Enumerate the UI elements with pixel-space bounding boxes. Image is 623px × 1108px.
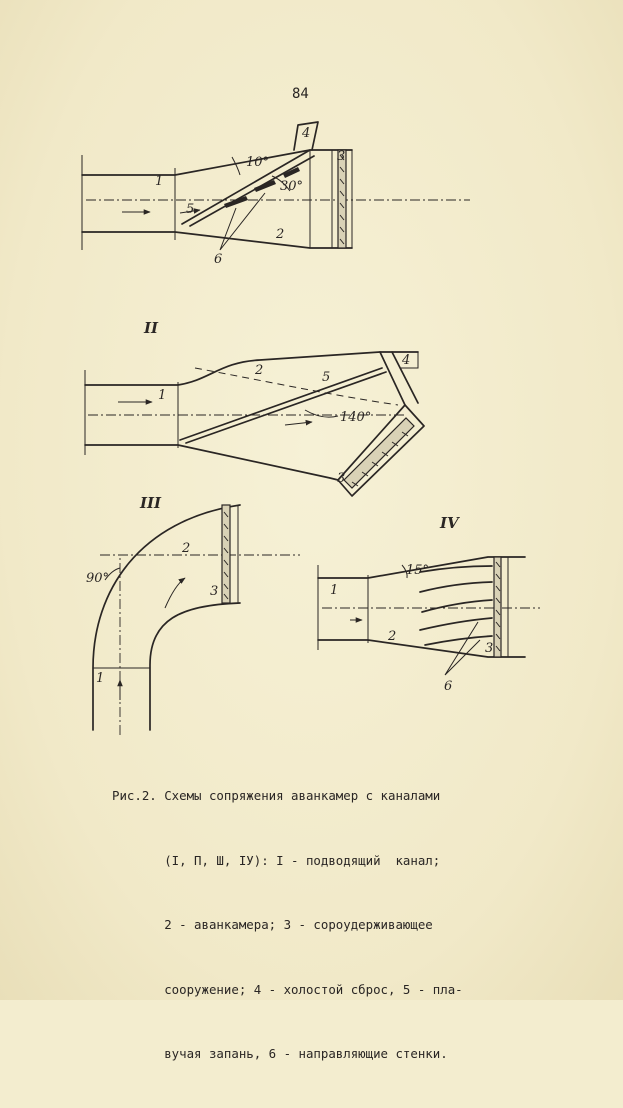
scheme-4-wall-5 — [425, 636, 492, 645]
scheme-3-label-2: 2 — [182, 541, 191, 556]
scheme-2-label-1: 1 — [158, 388, 167, 403]
scheme-1-bottom-wall — [82, 232, 352, 248]
scheme-2 — [85, 319, 424, 496]
scheme-1-screen — [338, 150, 346, 248]
scheme-4-label-2: 2 — [388, 629, 397, 644]
scheme-4-angle-a: 15° — [406, 563, 430, 578]
scheme-3-title: III — [140, 494, 162, 512]
scheme-4-label-1: 1 — [330, 583, 339, 598]
scheme-2-boom-inner — [186, 372, 386, 443]
scheme-2-label-3: 3 — [337, 471, 346, 486]
scheme-1-label-2: 2 — [276, 227, 285, 242]
scheme-2-boom — [180, 368, 382, 440]
scheme-2-label-5: 5 — [322, 370, 331, 385]
scheme-2-angle-a: 140° — [340, 410, 372, 425]
caption-line-1: Рис.2. Схемы сопряжения аванкамер с каналами — [112, 788, 441, 803]
scheme-2-title: II — [144, 319, 159, 337]
scheme-1-label-3: 3 — [337, 149, 346, 164]
scheme-4-label-6: 6 — [444, 679, 453, 694]
scheme-4-wall-2 — [420, 582, 492, 592]
scheme-2-label-2: 2 — [255, 363, 264, 378]
scheme-3-label-1: 1 — [96, 671, 105, 686]
caption-line-3: 2 - аванкамера; 3 - сороудерживающее — [112, 917, 433, 932]
scheme-4-wall-3 — [422, 600, 492, 612]
figure-caption — [112, 742, 512, 1108]
scheme-1-top-wall — [82, 150, 352, 175]
scheme-1-label-6: 6 — [214, 252, 223, 267]
scheme-4-wall-4 — [420, 618, 492, 630]
scheme-2-spillway-channel — [380, 352, 418, 405]
caption-line-4: сооружение; 4 - холостой сброс, 5 - пла- — [112, 981, 463, 997]
scheme-1-label-5: 5 — [186, 202, 195, 217]
scheme-3-angle-a: 90° — [86, 571, 110, 586]
scheme-3-inner-wall — [150, 603, 240, 730]
scheme-4-leader-6 — [445, 622, 480, 675]
scheme-1 — [82, 122, 470, 267]
scheme-2-label-4: 4 — [402, 353, 411, 368]
scheme-4-title: IV — [440, 514, 459, 532]
scheme-3-screen — [222, 505, 230, 603]
scheme-4-screen — [494, 557, 501, 657]
caption-line-2: (I, П, Ш, IУ): I - подводящий канал; — [112, 852, 441, 868]
scheme-2-bottom-wall — [85, 445, 338, 480]
scheme-1-label-4: 4 — [302, 126, 311, 141]
scheme-4 — [318, 514, 540, 694]
scheme-1-wall-b — [254, 180, 276, 192]
caption-line-5: вучая запань, 6 - направляющие стенки. — [112, 1046, 448, 1061]
scheme-3 — [86, 494, 300, 735]
scheme-3-label-3: 3 — [210, 584, 219, 599]
page-number: 84 — [292, 86, 309, 102]
scheme-4-label-3: 3 — [485, 641, 494, 656]
scheme-2-screen — [344, 418, 414, 488]
scheme-3-outer-wall — [93, 505, 240, 730]
scheme-1-angle-b: 30° — [280, 179, 304, 194]
scheme-1-label-1: 1 — [155, 174, 164, 189]
scheme-1-angle-a: 10° — [246, 155, 270, 170]
scheme-2-top-wall — [85, 352, 418, 385]
